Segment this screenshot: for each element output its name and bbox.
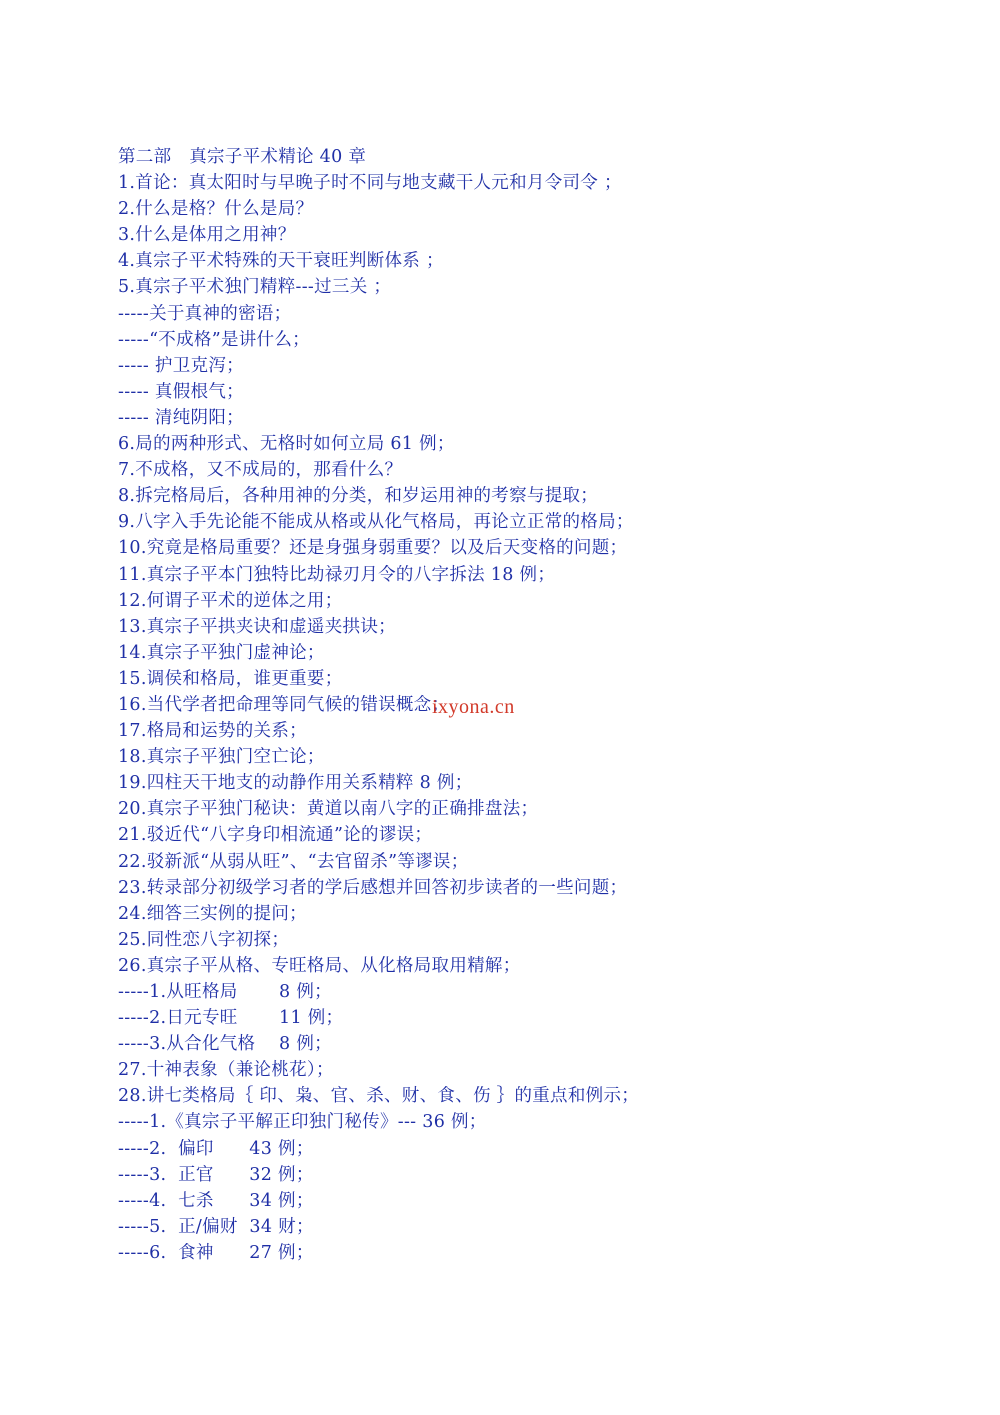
toc-item: 26.真宗子平从格、专旺格局、从化格局取用精解； xyxy=(118,955,521,976)
toc-subitem: -----6. 食神 27 例； xyxy=(118,1242,314,1263)
toc-subitem: -----3.从合化气格 8 例； xyxy=(118,1034,332,1055)
toc-item: 17.格局和运势的关系； xyxy=(118,721,307,742)
watermark: ixyona.cn xyxy=(432,696,515,718)
toc-subitem: ----- 真假根气； xyxy=(118,381,244,402)
toc-item: 19.四柱天干地支的动静作用关系精粹 8 例； xyxy=(118,773,473,794)
toc-subitem: -----3. 正官 32 例； xyxy=(118,1164,314,1185)
toc-item: 13.真宗子平拱夹诀和虚遥夹拱诀； xyxy=(118,616,396,637)
toc-item: 7.不成格，又不成局的，那看什么？ xyxy=(118,460,403,481)
toc-item: 23.转录部分初级学习者的学后感想并回答初步读者的一些问题； xyxy=(118,877,628,898)
toc-item: 15.调侯和格局，谁更重要； xyxy=(118,668,343,689)
toc-item: 10.究竟是格局重要？还是身强身弱重要？以及后天变格的问题； xyxy=(118,538,628,559)
toc-subitem: -----关于真神的密语； xyxy=(118,303,292,324)
toc-item: 24.细答三实例的提问； xyxy=(118,903,307,924)
toc-item: 5.真宗子平术独门精粹---过三关 ； xyxy=(118,277,392,298)
toc-item: 14.真宗子平独门虚神论； xyxy=(118,642,325,663)
toc-item: 18.真宗子平独门空亡论； xyxy=(118,747,325,768)
toc-item: 8.拆完格局后，各种用神的分类，和岁运用神的考察与提取； xyxy=(118,486,599,507)
toc-item: 2.什么是格？什么是局？ xyxy=(118,199,314,220)
toc-item: 25.同性恋八字初探； xyxy=(118,929,290,950)
toc-subitem: -----5. 正/偏财 34 财； xyxy=(118,1216,314,1237)
toc-item: 22.驳新派“从弱从旺”、“去官留杀”等谬误； xyxy=(118,851,469,872)
toc-subitem: -----1.《真宗子平解正印独门秘传》--- 36 例； xyxy=(118,1112,487,1133)
toc-item: 20.真宗子平独门秘诀：黄道以南八字的正确排盘法； xyxy=(118,799,539,820)
toc-item: 4.真宗子平术特殊的天干衰旺判断体系 ； xyxy=(118,251,444,272)
toc-subitem: -----2.日元专旺 11 例； xyxy=(118,1008,344,1029)
toc-item: 16.当代学者把命理等同气候的错误概念； xyxy=(118,694,450,715)
toc-item: 6.局的两种形式、无格时如何立局 61 例； xyxy=(118,434,455,455)
toc-item: 27.十神表象（兼论桃花）； xyxy=(118,1060,334,1081)
toc-item: 28.讲七类格局｛ 印、枭、官、杀、财、食、伤 ｝的重点和例示； xyxy=(118,1086,640,1107)
toc-item: 11.真宗子平本门独特比劫禄刃月令的八字拆法 18 例； xyxy=(118,564,556,585)
toc-subitem: ----- 清纯阴阳； xyxy=(118,407,244,428)
toc-subitem: -----4. 七杀 34 例； xyxy=(118,1190,314,1211)
toc-item: 1.首论：真太阳时与早晚子时不同与地支藏干人元和月令司令 ； xyxy=(118,173,622,194)
toc-subitem: ----- 护卫克泻； xyxy=(118,355,244,376)
toc-item: 21.驳近代“八字身印相流通”论的谬误； xyxy=(118,825,433,846)
toc-subitem: -----“不成格”是讲什么； xyxy=(118,329,310,350)
section-heading: 第二部 真宗子平术精论 40 章 xyxy=(118,147,367,167)
toc-item: 12.何谓子平术的逆体之用； xyxy=(118,590,343,611)
toc-item: 3.什么是体用之用神？ xyxy=(118,225,296,246)
toc-subitem: -----2. 偏印 43 例； xyxy=(118,1138,314,1159)
toc-item: 9.八字入手先论能不能成从格或从化气格局，再论立正常的格局； xyxy=(118,512,634,533)
toc-subitem: -----1.从旺格局 8 例； xyxy=(118,982,332,1002)
